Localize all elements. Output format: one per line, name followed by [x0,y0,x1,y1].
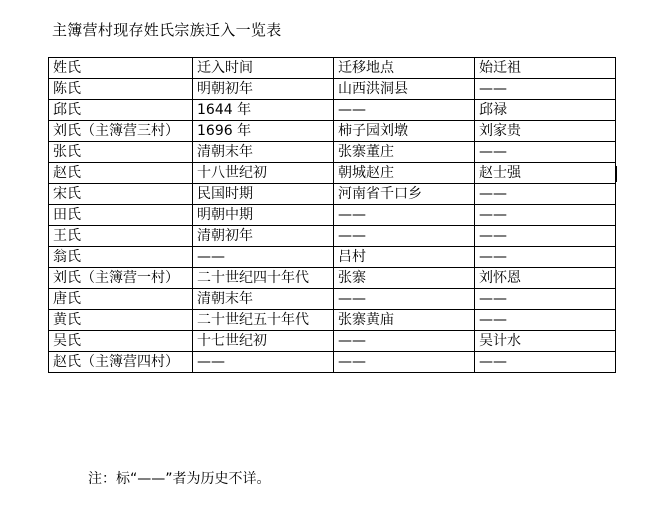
cell-surname: 宋氏 [49,184,193,205]
cell-place: —— [334,352,475,373]
surname-table [48,57,616,373]
table-header-row [49,58,616,79]
cell-ancestor: —— [475,289,616,310]
cell-time: —— [193,352,334,373]
cell-surname: 赵氏 [49,163,193,184]
cell-place: 吕村 [334,247,475,268]
cell-surname: 唐氏 [49,289,193,310]
cell-place: 柿子园刘墩 [334,121,475,142]
cell-time: 明朝初年 [193,79,334,100]
table-row [49,352,616,373]
cell-surname: 王氏 [49,226,193,247]
cell-ancestor: —— [475,184,616,205]
cell-ancestor: 吴计水 [475,331,616,352]
cell-time: 民国时期 [193,184,334,205]
cell-time: 清朝末年 [193,142,334,163]
cell-place: —— [334,226,475,247]
cell-place: 山西洪洞县 [334,79,475,100]
cell-surname: 张氏 [49,142,193,163]
cell-time: 清朝末年 [193,289,334,310]
cell-place: 张寨黄庙 [334,310,475,331]
cell-ancestor: 赵士强 [475,163,616,184]
cell-time: 1696 年 [193,121,334,142]
cell-place: 张寨 [334,268,475,289]
cell-surname: 黄氏 [49,310,193,331]
cell-time: 清朝初年 [193,226,334,247]
cell-ancestor: —— [475,310,616,331]
cell-place: 河南省千口乡 [334,184,475,205]
cell-ancestor: —— [475,142,616,163]
header-founding-ancestor: 始迁祖 [475,58,616,79]
cell-time: 明朝中期 [193,205,334,226]
table-row [49,331,616,352]
cell-ancestor: 邱禄 [475,100,616,121]
cell-ancestor: —— [475,226,616,247]
table-row [49,121,616,142]
cell-surname: 刘氏（主簿营一村） [49,268,193,289]
cell-ancestor: —— [475,247,616,268]
table-row [49,226,616,247]
cell-time: 1644 年 [193,100,334,121]
table-row [49,247,616,268]
cell-place: —— [334,289,475,310]
cell-surname: 吴氏 [49,331,193,352]
table-row [49,205,616,226]
table-row [49,79,616,100]
cell-time: 十八世纪初 [193,163,334,184]
document-title: 主簿营村现存姓氏宗族迁入一览表 [52,21,282,39]
header-surname: 姓氏 [49,58,193,79]
cell-surname: 邱氏 [49,100,193,121]
footnote: 注：标“——”者为历史不详。 [88,471,271,487]
header-origin-place: 迁移地点 [334,58,475,79]
cell-place: —— [334,331,475,352]
cell-place: 朝城赵庄 [334,163,475,184]
cell-place: —— [334,100,475,121]
cell-ancestor: —— [475,205,616,226]
table-row [49,163,616,184]
cell-place: —— [334,205,475,226]
table-row [49,310,616,331]
cell-time: 十七世纪初 [193,331,334,352]
cell-ancestor: —— [475,79,616,100]
cell-time: 二十世纪四十年代 [193,268,334,289]
cell-time: —— [193,247,334,268]
cell-surname: 刘氏（主簿营三村） [49,121,193,142]
table-row [49,289,616,310]
cell-surname: 翁氏 [49,247,193,268]
header-migration-time: 迁入时间 [193,58,334,79]
cell-time: 二十世纪五十年代 [193,310,334,331]
table-row [49,268,616,289]
cell-ancestor: 刘怀恩 [475,268,616,289]
cell-surname: 陈氏 [49,79,193,100]
cell-ancestor: 刘家贵 [475,121,616,142]
cell-ancestor: —— [475,352,616,373]
cell-place: 张寨董庄 [334,142,475,163]
table-row [49,142,616,163]
text-cursor [615,166,617,182]
table-row [49,100,616,121]
table-row [49,184,616,205]
cell-surname: 赵氏（主簿营四村） [49,352,193,373]
cell-surname: 田氏 [49,205,193,226]
